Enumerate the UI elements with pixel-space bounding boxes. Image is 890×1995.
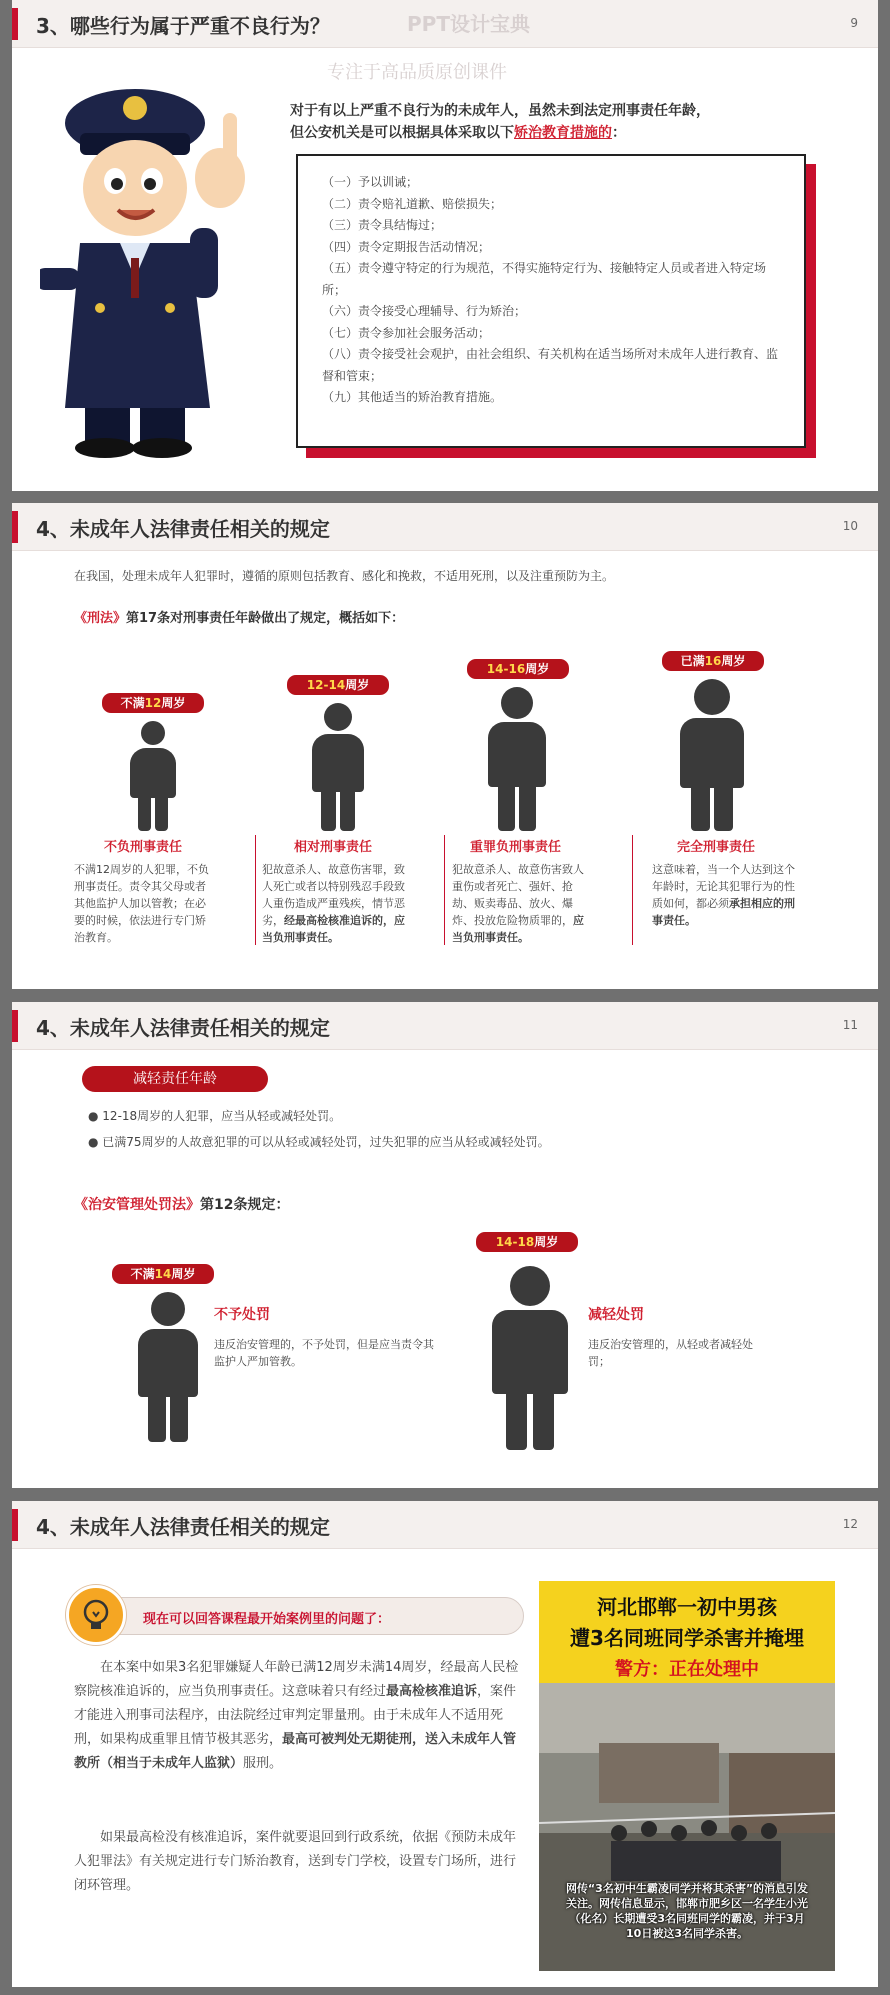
news-title-2: 遭3名同班同学杀害并掩埋 [570, 1626, 804, 1650]
slide-header [12, 1002, 878, 1050]
news-caption: 网传“3名初中生霸凌同学并将其杀害”的消息引发关注。网传信息显示，邯郸市肥乡区一名学生小光（化名）长期遭受3名同班同学的霸凌，并于3月10日被这3名同学杀害。 [565, 1882, 809, 1940]
intro-line-2c: ： [612, 125, 626, 141]
pill-highlight: 14-16 [486, 662, 526, 676]
pill-text: 已满 [680, 654, 705, 668]
intro-line-1: 对于有以上严重不良行为的未成年人，虽然未到法定刑事责任年龄， [290, 103, 710, 119]
answer-paragraph-2: 如果最高检没有核准追诉，案件就要退回到行政系统，依据《预防未成年人犯罪法》有关规定进行专门矫治教育，送到专门学校，设置专门场所，进行闭环管理。 [74, 1830, 517, 1893]
measure-item: （四）责令定期报告活动情况； [322, 239, 491, 254]
responsibility-text [452, 861, 592, 946]
slide-title: 4、未成年人法律责任相关的规定 [36, 517, 330, 541]
slide-10 [12, 503, 878, 989]
age-pill [287, 675, 389, 695]
bullet-list [88, 1103, 550, 1155]
news-header [539, 1581, 835, 1683]
age-pill [662, 651, 764, 671]
news-screenshot [539, 1581, 835, 1971]
age-pill [467, 659, 569, 679]
measures-box [296, 154, 806, 448]
page-number: 10 [842, 519, 858, 533]
slide-12 [12, 1501, 878, 1987]
intro-text: 在我国，处理未成年人犯罪时，遵循的原则包括教育、感化和挽救，不适用死刑，以及注重预防为主。 [74, 569, 615, 583]
divider [444, 835, 445, 945]
watermark-subtitle: 专注于高品质原创课件 [327, 62, 507, 83]
responsibility-heading: 不负刑事责任 [104, 840, 183, 855]
responsibility-text [262, 861, 408, 946]
divider [255, 835, 256, 945]
text-bold: 应当负刑事责任。 [452, 914, 584, 944]
text-bold: 承担相应的刑事责任。 [652, 897, 795, 927]
question-banner [78, 1597, 524, 1635]
slide-title: 3、哪些行为属于严重不良行为？ [36, 14, 330, 38]
intro-highlight: 矫治教育措施的 [514, 125, 612, 141]
pill-highlight: 14 [154, 1267, 172, 1281]
pill-highlight: 12 [144, 696, 162, 710]
pill-text: 不满 [130, 1267, 155, 1281]
penalty-text: 违反治安管理的，不予处罚，但是应当责令其监护人严加管教。 [214, 1338, 434, 1368]
slide-9 [12, 0, 878, 491]
page-number: 11 [842, 1018, 858, 1032]
news-title-3: 警方：正在处理中 [615, 1659, 759, 1680]
accent-bar [12, 8, 18, 40]
measure-item: （三）责令具结悔过； [322, 218, 443, 232]
person-icon [486, 687, 548, 831]
bullet-item: ● 12-18周岁的人犯罪，应当从轻或减轻处罚。 [88, 1109, 342, 1123]
text-bold: 最高检核准追诉 [386, 1684, 478, 1699]
law-heading [74, 1194, 289, 1214]
text-normal: 在本案中如果3名犯罪嫌疑人年龄已满12周岁未满14周岁，经最高人民检察院核准追诉的，应当负刑事责任。这意味着只有经过 [74, 1660, 519, 1699]
person-icon [136, 1292, 200, 1442]
intro-text [290, 100, 710, 144]
text-bold: 经最高检核准追诉的，应当负刑事责任。 [262, 914, 405, 944]
police-officer-illustration [40, 78, 290, 458]
law-rest: 第17条对刑事责任年龄做出了规定，概括如下： [126, 611, 405, 626]
pill-highlight: 12-14 [306, 678, 346, 692]
divider [632, 835, 633, 945]
measure-item: （七）责令参加社会服务活动； [322, 325, 491, 340]
text-bold: 最高可被判处无期徒刑，送入未成年人管教所（相当于未成年人监狱） [74, 1732, 517, 1771]
page-number: 9 [850, 16, 858, 30]
law-name: 《治安管理处罚法》 [74, 1197, 200, 1213]
banner-text: 现在可以回答课程最开始案例里的问题了： [143, 1612, 391, 1627]
pill-highlight: 14-18 [495, 1235, 535, 1249]
measure-item: （一）予以训诫； [322, 175, 419, 189]
bullet-item: ● 已满75周岁的人故意犯罪的可以从轻或减轻处罚，过失犯罪的应当从轻或减轻处罚。 [88, 1135, 550, 1149]
person-icon [678, 679, 746, 831]
responsibility-text [74, 861, 210, 946]
responsibility-heading: 完全刑事责任 [677, 840, 756, 855]
penalty-text: 违反治安管理的，从轻或者减轻处罚； [588, 1338, 753, 1368]
pill-highlight: 16 [704, 654, 722, 668]
text-normal: 这意味着，当一个人达到这个年龄时，无论其犯罪行为的性质如何，都必须 [652, 863, 795, 910]
bullet-text: 12-18周岁的人犯罪，应当从轻或减轻处罚。 [102, 1109, 342, 1123]
pill-text: 周岁 [345, 678, 370, 692]
pill-text: 周岁 [171, 1267, 196, 1281]
text-normal: ，案件才能进入刑事司法程序，由法院经过审判定罪量刑。由于未成年人不适用死刑，如果构成重罪且情节极其恶劣， [74, 1684, 517, 1747]
penalty-heading: 减轻处罚 [588, 1307, 644, 1323]
measure-item: （五）责令遵守特定的行为规范，不得实施特定行为、接触特定人员或者进入特定场所； [322, 261, 767, 297]
slide-header [12, 503, 878, 551]
responsibility-heading: 重罪负刑事责任 [470, 840, 562, 855]
penalty-heading: 不予处罚 [214, 1307, 270, 1323]
slide-11 [12, 1002, 878, 1488]
responsibility-text [652, 861, 802, 929]
pill-text: 周岁 [161, 696, 186, 710]
pill-text: 周岁 [721, 654, 746, 668]
intro-line-2 [290, 122, 710, 144]
lightbulb-icon [66, 1585, 126, 1645]
accent-bar [12, 1509, 18, 1541]
pill-text: 周岁 [534, 1235, 559, 1249]
pill-text: 不满 [120, 696, 145, 710]
section-tag: 减轻责任年龄 [82, 1066, 268, 1092]
accent-bar [12, 1010, 18, 1042]
text-normal: 犯故意杀人、故意伤害致人重伤或者死亡、强奸、抢劫、贩卖毒品、放火、爆炸、投放危险物质罪的， [452, 863, 584, 927]
slide-header [12, 1501, 878, 1549]
age-pill [476, 1232, 578, 1252]
news-title-1: 河北邯郸一初中男孩 [597, 1595, 777, 1619]
measure-item: （六）责令接受心理辅导、行为矫治； [322, 304, 527, 318]
slide-title: 4、未成年人法律责任相关的规定 [36, 1515, 330, 1539]
measure-item: （八）责令接受社会观护，由社会组织、有关机构在适当场所对未成年人进行教育、监督和管束； [322, 347, 779, 383]
law-heading [74, 607, 404, 626]
intro-line-2a: 但公安机关是可以根据具体采取以下 [290, 125, 514, 141]
pill-text: 周岁 [525, 662, 550, 676]
accent-bar [12, 511, 18, 543]
page-number: 12 [842, 1517, 858, 1531]
text-normal: 不满12周岁的人犯罪，不负刑事责任。责令其父母或者其他监护人加以管教；在必要的时候，依法进行专门矫治教育。 [74, 863, 209, 944]
person-icon [310, 703, 366, 831]
law-name: 《刑法》 [74, 611, 127, 626]
text-normal: 服刑。 [243, 1756, 283, 1771]
law-rest: 第12条规定： [200, 1197, 290, 1213]
text-normal: 犯故意杀人、故意伤害罪，致人死亡或者以特别残忍手段致人重伤造成严重残疾，情节恶劣， [262, 863, 405, 927]
measure-item: （二）责令赔礼道歉、赔偿损失； [322, 196, 503, 211]
person-icon [128, 721, 178, 831]
bullet-text: 已满75周岁的人故意犯罪的可以从轻或减轻处罚，过失犯罪的应当从轻或减轻处罚。 [102, 1135, 550, 1149]
responsibility-heading: 相对刑事责任 [294, 840, 373, 855]
measure-item: （九）其他适当的矫治教育措施。 [322, 390, 503, 404]
watermark-logo: PPT设计宝典 [407, 12, 530, 36]
answer-paragraph-1 [74, 1656, 522, 1776]
person-icon [490, 1266, 570, 1450]
slide-title: 4、未成年人法律责任相关的规定 [36, 1016, 330, 1040]
age-pill [102, 693, 204, 713]
measures-list [322, 172, 780, 409]
age-pill [112, 1264, 214, 1284]
